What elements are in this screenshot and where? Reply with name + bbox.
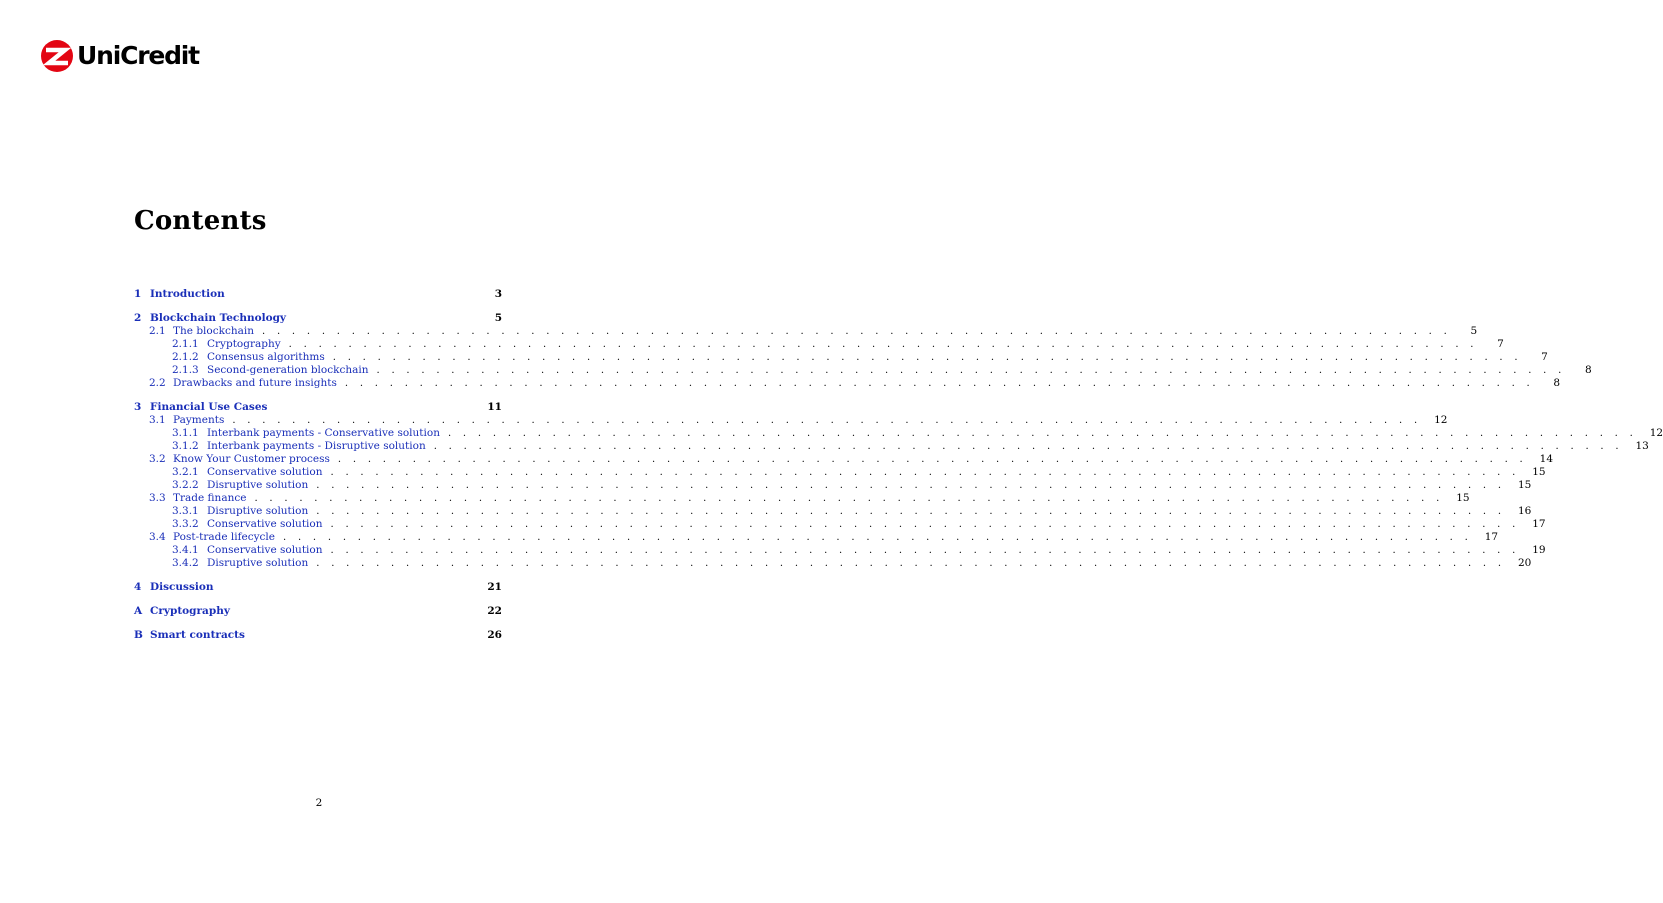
toc-entry-label[interactable]: Cryptography [207,338,281,350]
toc-entry-label[interactable]: Payments [173,414,225,426]
toc-entry-chap[interactable] [134,288,502,301]
dot-leader: . . . . . . . . . . . . . . . . . . . . . . . . . . . . . . . . . . . . . . . . . . . . . . . . . . . . . . . . . . . . . . . . . . . . . . . . . . . . . . . . [344,378,1535,389]
toc-entry-number: B [134,629,143,641]
toc-entry-label[interactable]: Post-trade lifecycle [173,531,275,543]
toc-entry-sub[interactable] [134,557,1532,570]
toc-entry-sub[interactable] [134,338,1504,351]
toc-entry-page: 20 [1517,557,1532,569]
dot-leader: . . . . . . . . . . . . . . . . . . . . . . . . . . . . . . . . . . . . . . . . . . . . . . . . . . . . . . . . . . . . . . . . . . . . . . . . . . . . . . . . [316,480,1506,491]
toc-entry-chap[interactable] [134,605,502,618]
toc-entry-label[interactable]: Conservative solution [207,518,323,530]
dot-leader: . . . . . . . . . . . . . . . . . . . . . . . . . . . . . . . . . . . . . . . . . . . . . . . . . . . . . . . . . . . . . . . . . . . . . . . . . . . . . . . . [330,545,1520,556]
toc-entry-number: 3 [134,401,142,413]
unicredit-logo [40,38,199,74]
toc-entry-sec[interactable] [134,531,1499,544]
toc-entry-label[interactable]: Introduction [150,288,225,300]
toc-entry-sub[interactable] [134,466,1546,479]
toc-entry-label[interactable]: Blockchain Technology [150,312,287,324]
toc-entry-number: 4 [134,581,142,593]
toc-entry-page: 16 [1517,505,1532,517]
toc-entry-page: 13 [1635,440,1649,452]
toc-entry-page: 14 [1539,453,1554,465]
toc-entry-label[interactable]: Know Your Customer process [173,453,330,465]
toc-entry-sub[interactable] [134,364,1592,377]
toc-entry-chap[interactable] [134,312,502,325]
toc-entry-page: 7 [1497,338,1504,350]
toc-entry-number: 3.4.1 [172,544,199,556]
toc-entry-label[interactable]: Disruptive solution [207,505,309,517]
toc-entry-page: 12 [1434,414,1448,426]
toc-entry-label[interactable]: Trade finance [173,492,247,504]
toc-entry-label[interactable]: Smart contracts [150,629,245,641]
toc-entry-page: 21 [487,581,502,593]
toc-entry-label[interactable]: Discussion [150,581,214,593]
toc-entry-number: 3.2.2 [172,479,199,491]
dot-leader: . . . . . . . . . . . . . . . . . . . . . . . . . . . . . . . . . . . . . . . . . . . . . . . . . . . . . . . . . . . . . . . . . . . . . . . . . . . . . . . . [282,532,1473,543]
toc-entry-label[interactable]: Disruptive solution [207,557,309,569]
toc-entry-label[interactable]: Disruptive solution [207,479,309,491]
dot-leader: . . . . . . . . . . . . . . . . . . . . . . . . . . . . . . . . . . . . . . . . . . . . . . . . . . . . . . . . . . . . . . . . . . . . . . . . . . . . . . . . [330,467,1520,478]
toc-entry-page: 11 [487,401,502,413]
toc-entry-label[interactable]: Second-generation blockchain [207,364,369,376]
toc-entry-number: 3.2.1 [172,466,199,478]
toc-entry-chap[interactable] [134,401,502,414]
toc-entry-page: 7 [1541,351,1548,363]
toc-entry-sec[interactable] [134,453,1554,466]
toc-entry-number: 3.1.2 [172,440,199,452]
unicredit-emblem-icon [40,39,74,73]
toc-entry-number: 3.4.2 [172,557,199,569]
toc-entry-sub[interactable] [134,427,1663,440]
page-number: 2 [315,797,323,809]
dot-leader: . . . . . . . . . . . . . . . . . . . . . . . . . . . . . . . . . . . . . . . . . . . . . . . . . . . . . . . . . . . . . . . . . . . . . . . . . . . . . . . . [316,506,1506,517]
toc-entry-label[interactable]: Cryptography [150,605,230,617]
toc-entry-number: 3.3.2 [172,518,199,530]
dot-leader: . . . . . . . . . . . . . . . . . . . . . . . . . . . . . . . . . . . . . . . . . . . . . . . . . . . . . . . . . . . . . . . . . . . . . . . . . . . . . . . . [232,415,1422,426]
toc-entry-page: 17 [1484,531,1499,543]
toc-entry-chap[interactable] [134,581,502,594]
dot-leader: . . . . . . . . . . . . . . . . . . . . . . . . . . . . . . . . . . . . . . . . . . . . . . . . . . . . . . . . . . . . . . . . . . . . . . . . . . . . . . . . [330,519,1520,530]
dot-leader: . . . . . . . . . . . . . . . . . . . . . . . . . . . . . . . . . . . . . . . . . . . . . . . . . . . . . . . . . . . . . . . . . . . . . . . . . . . . . . . . [433,441,1623,452]
toc-entry-number: 2.1.3 [172,364,199,376]
toc-entry-sub[interactable] [134,505,1532,518]
toc-entry-number: 1 [134,288,142,300]
toc-entry-page: 15 [1456,492,1470,504]
toc-entry-sub[interactable] [134,351,1548,364]
toc-entry-sub[interactable] [134,544,1546,557]
toc-entry-label[interactable]: Conservative solution [207,544,323,556]
toc-entry-sub[interactable] [134,479,1532,492]
dot-leader: . . . . . . . . . . . . . . . . . . . . . . . . . . . . . . . . . . . . . . . . . . . . . . . . . . . . . . . . . . . . . . . . . . . . . . . . . . . . . . . . [337,454,1528,465]
toc-entry-sec[interactable] [134,414,1448,427]
toc-entry-page: 8 [1584,364,1592,376]
toc-entry-number: 3.1 [149,414,166,426]
toc-entry-sec[interactable] [134,377,1561,390]
toc-entry-number: 3.1.1 [172,427,199,439]
dot-leader: . . . . . . . . . . . . . . . . . . . . . . . . . . . . . . . . . . . . . . . . . . . . . . . . . . . . . . . . . . . . . . . . . . . . . . . . . . . . . . . . [376,365,1566,376]
toc-entry-page: 26 [487,629,502,641]
toc-entry-page: 5 [1470,325,1478,337]
toc-entry-chap[interactable] [134,629,502,642]
dot-leader: . . . . . . . . . . . . . . . . . . . . . . . . . . . . . . . . . . . . . . . . . . . . . . . . . . . . . . . . . . . . . . . . . . . . . . . . . . . . . . . . [262,326,1452,337]
toc-entry-page: 15 [1532,466,1546,478]
toc-entry-page: 8 [1553,377,1561,389]
toc-entry-number: 3.3.1 [172,505,199,517]
toc-entry-number: 3.2 [149,453,166,465]
table-of-contents [134,288,1663,642]
toc-entry-number: 3.3 [149,492,166,504]
toc-entry-number: 2.1.2 [172,351,199,363]
toc-entry-sub[interactable] [134,440,1649,453]
page-title: Contents [134,206,267,236]
toc-entry-label[interactable]: Drawbacks and future insights [173,377,337,389]
toc-entry-sec[interactable] [134,325,1478,338]
toc-entry-number: 2.1 [149,325,166,337]
toc-entry-sub[interactable] [134,518,1546,531]
toc-entry-number: 3.4 [149,531,166,543]
dot-leader: . . . . . . . . . . . . . . . . . . . . . . . . . . . . . . . . . . . . . . . . . . . . . . . . . . . . . . . . . . . . . . . . . . . . . . . . . . . . . . . . [447,428,1638,439]
toc-entry-label[interactable]: Interbank payments - Conservative solution [207,427,440,439]
toc-entry-number: 2.1.1 [172,338,199,350]
toc-entry-page: 17 [1532,518,1546,530]
toc-entry-label[interactable]: Financial Use Cases [150,401,268,413]
dot-leader: . . . . . . . . . . . . . . . . . . . . . . . . . . . . . . . . . . . . . . . . . . . . . . . . . . . . . . . . . . . . . . . . . . . . . . . . . . . . . . . . [254,493,1444,504]
toc-entry-sec[interactable] [134,492,1470,505]
toc-entry-page: 15 [1517,479,1532,491]
toc-entry-label[interactable]: The blockchain [173,325,254,337]
dot-leader: . . . . . . . . . . . . . . . . . . . . . . . . . . . . . . . . . . . . . . . . . . . . . . . . . . . . . . . . . . . . . . . . . . . . . . . . . . . . . . . . [332,352,1522,363]
toc-entry-number: 2 [134,312,142,324]
toc-entry-label[interactable]: Interbank payments - Disruptive solution [207,440,426,452]
dot-leader: . . . . . . . . . . . . . . . . . . . . . . . . . . . . . . . . . . . . . . . . . . . . . . . . . . . . . . . . . . . . . . . . . . . . . . . . . . . . . . . . [288,339,1478,350]
logo-text: UniCredit [77,41,199,70]
toc-entry-number: 2.2 [149,377,166,389]
toc-entry-label[interactable]: Consensus algorithms [207,351,325,363]
dot-leader: . . . . . . . . . . . . . . . . . . . . . . . . . . . . . . . . . . . . . . . . . . . . . . . . . . . . . . . . . . . . . . . . . . . . . . . . . . . . . . . . [316,558,1506,569]
toc-entry-label[interactable]: Conservative solution [207,466,323,478]
toc-entry-page: 3 [494,288,502,300]
toc-entry-page: 5 [494,312,502,324]
toc-entry-page: 12 [1649,427,1663,439]
toc-entry-page: 19 [1532,544,1546,556]
toc-entry-number: A [134,605,143,617]
toc-entry-page: 22 [487,605,502,617]
